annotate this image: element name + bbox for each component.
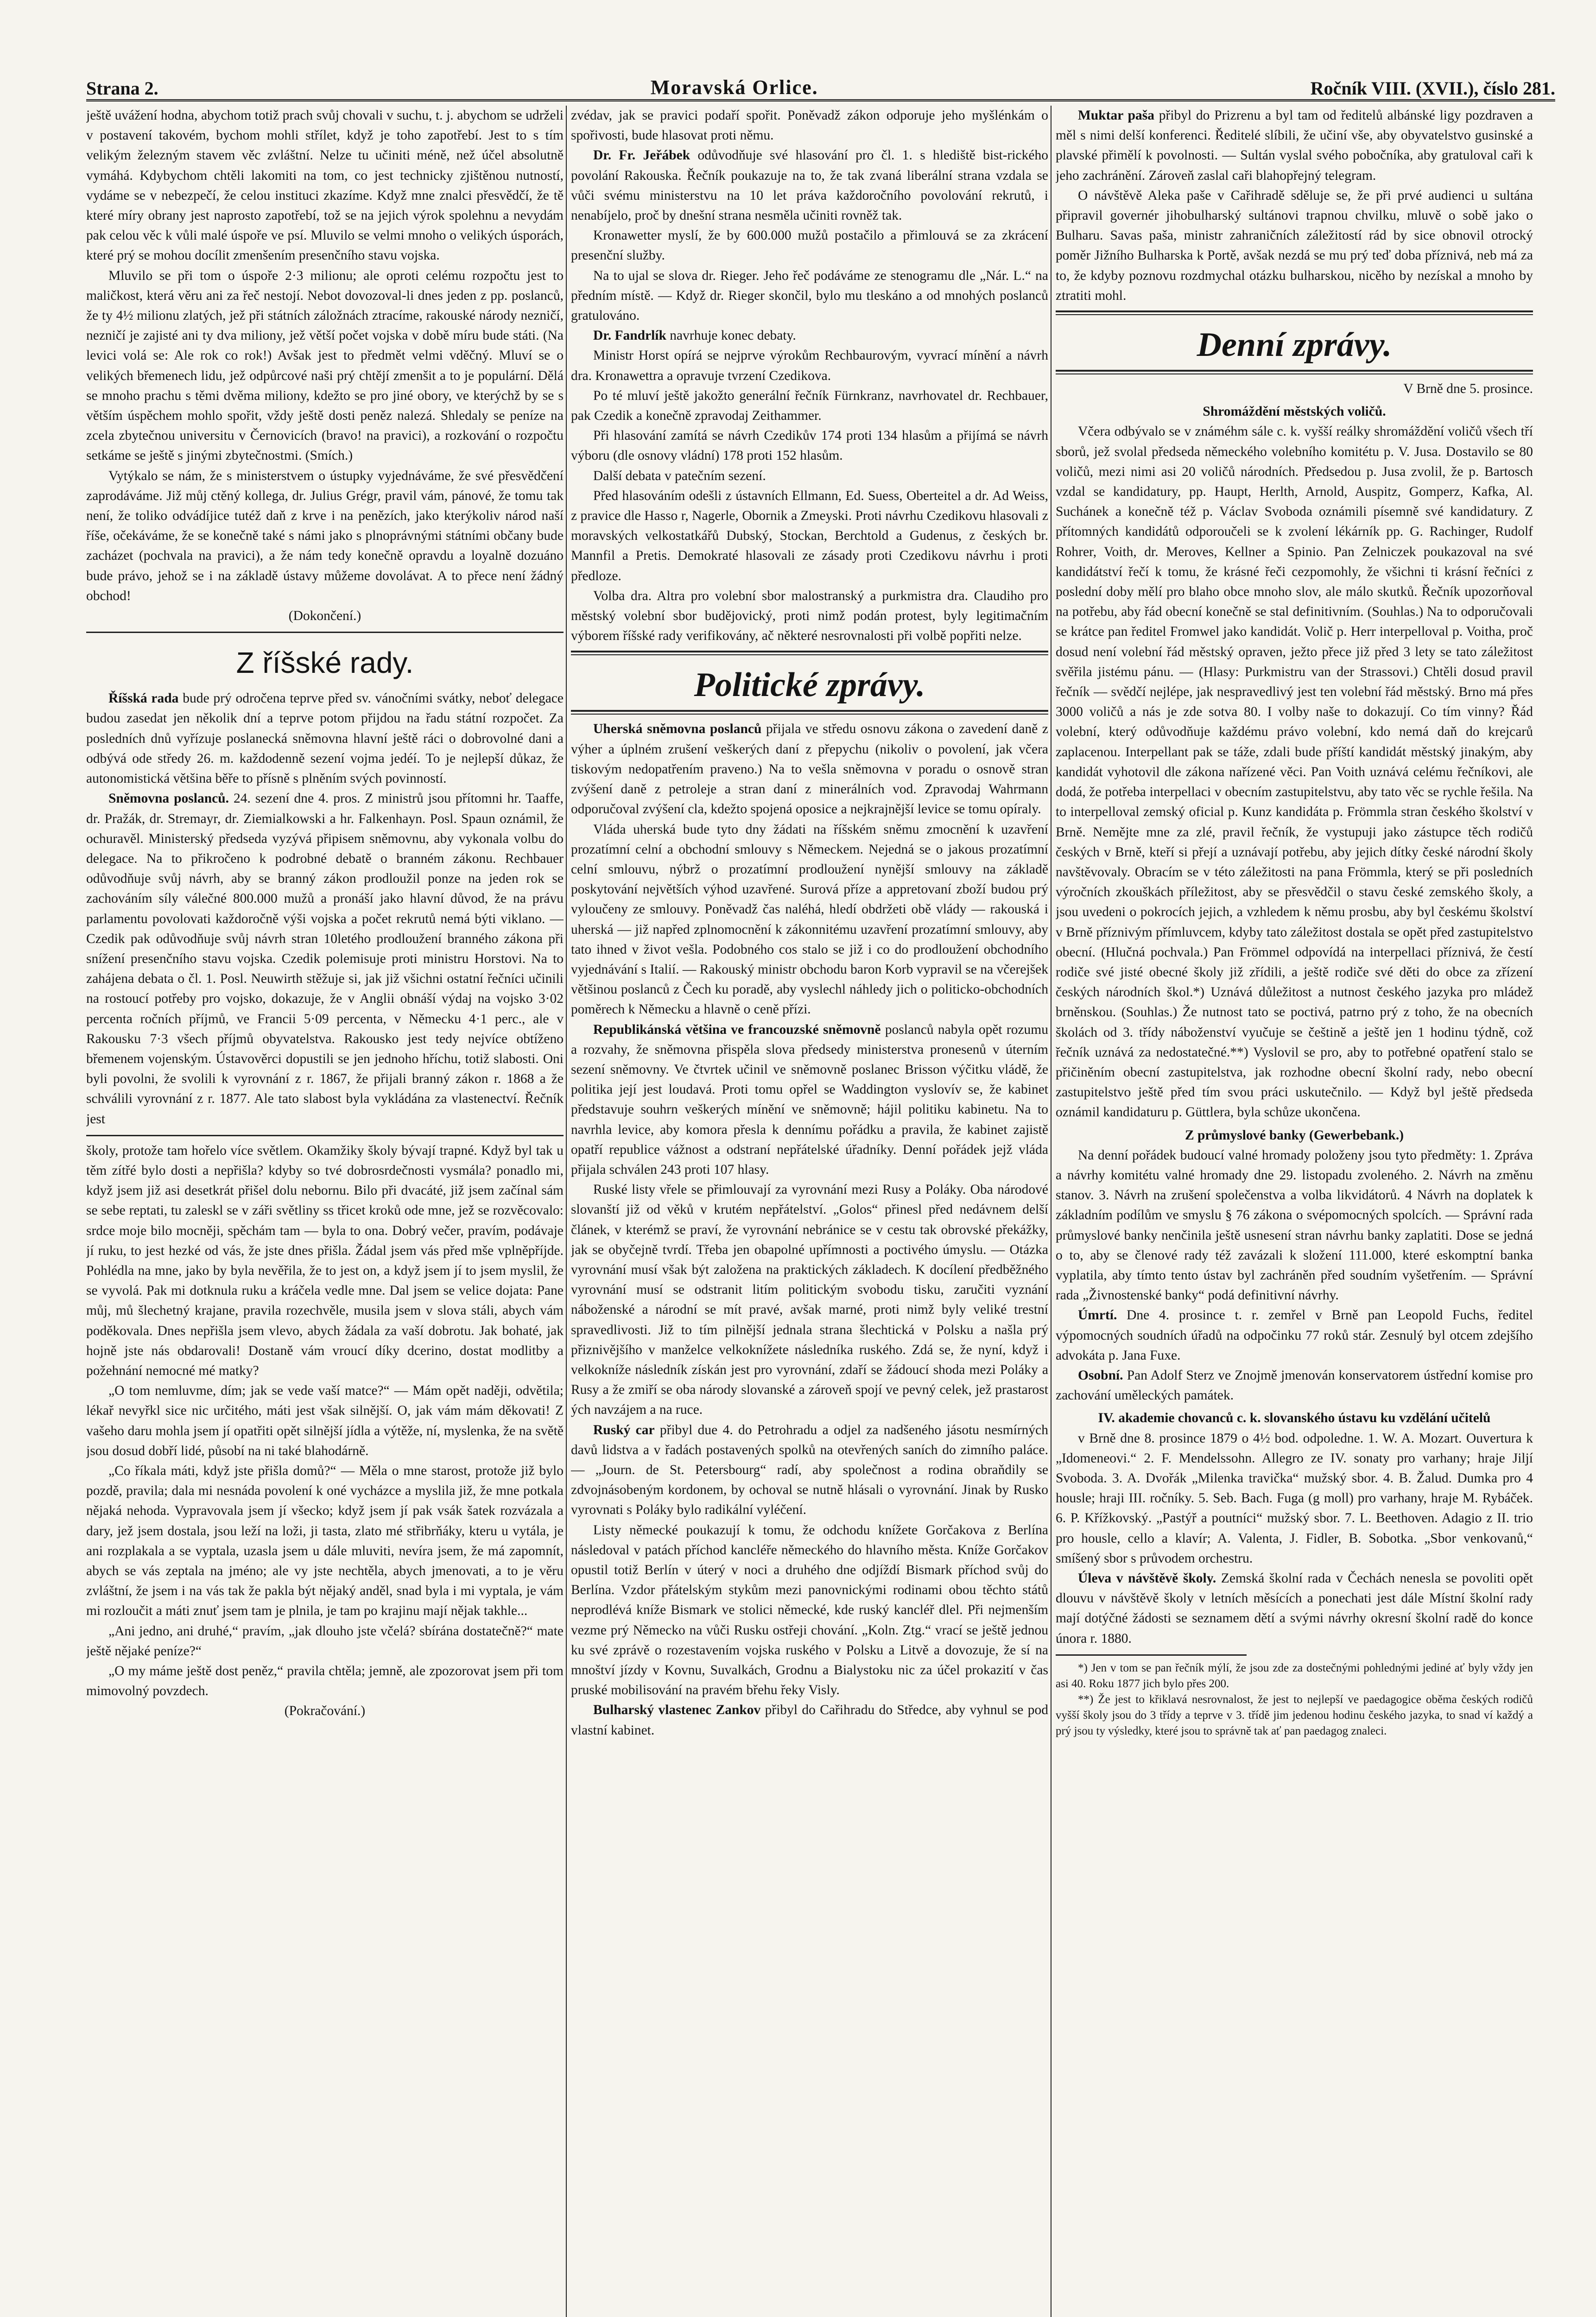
- item-text: navrhuje konec debaty.: [670, 328, 796, 343]
- item-lead: Sněmovna poslanců.: [108, 791, 229, 806]
- item-lead: Říšská rada: [108, 691, 179, 706]
- item-lead: Osobní.: [1078, 1367, 1123, 1383]
- subheading: Shromáždění městských voličů.: [1203, 404, 1386, 419]
- news-item: [571, 1020, 1048, 1180]
- continued-note: (Pokračování.): [284, 1703, 366, 1719]
- paragraph: zvédav, jak se pravici podaří spořit. Poněvadž zákon odporuje jeho myšlénkám o spořivosti, bude hlasovat proti němu.: [571, 108, 1048, 143]
- subheading: Z průmyslové banky (Gewerbebank.): [1184, 1127, 1404, 1143]
- column-3: [1056, 106, 1533, 2317]
- divider: [1056, 370, 1533, 374]
- paragraph: Vláda uherská bude tyto dny žádati na říšském sněmu zmocnění k uzavření prozatímní celní a obchodní smlouvy s Německem. Nejedná se o jakous prozatímní celní smlouvu, nýbrž o prozatímní prodloužení nynější smlouvy na základě poskytování největších výhod uzavřené. Surová příze a appretovaní zboží budou prý vyloučeny ze smlouvy. Poněvadž čas naléhá, hledí obdržeti obě vlády — rakouská i uherská — již napřed zplnomocnění k zákonnitému uzavření prozatímní smlouvy, aby tato ihned v život vešla. Podobného cos stalo se již i co do prodloužení obchodního vyjednávání s Italií. — Rakouský ministr obchodu baron Korb vypravil se na včerejšek většinou poslanců z Čech ku poradě, aby vyslechl náhledy jich o politicko-obchodních poměrech k Německu a hlavně o ceně přízi.: [571, 822, 1048, 1017]
- paragraph: Listy německé poukazují k tomu, že odchodu knížete Gorčakova z Berlína následoval v patách příchod kancléře německého do hlavního města. Kníže Gorčakov opustil totiž Berlín v úterý v noci a druhého dne odjíždí Bismark příchod svůj do Berlína. Vzdor přátelským stykům mezi panovnickými rodinami obou těchto států neprodlévá kníže Bismark ve stolici německé, kde ruský kancléř dlel. Při nejmenším vezme prý Německo na vůči Rusku ostřeji chování. „Koln. Ztg.“ vrací se ještě jednou ku své zprávě o rozestavením vojska ruského v Polsku a Litvě a dovozuje, že sí na mnoštví jízdy v Kovnu, Suvalkách, Grodnu a Bialystoku nic za účel prokazití v čas pruské mobilisování na pravém břehu řeky Visly.: [571, 1522, 1048, 1698]
- section-heading: Politické zprávy.: [694, 666, 925, 704]
- column-rule: [566, 106, 567, 2317]
- item-text: odůvodňuje své hlasování pro čl. 1. s hlediště bist-rického povolání Rakouska. Řečník poukazuje na to, že tak zvaná liberální strana vzdala se vůči svému ministerstvu na 10 let práva každoročního povolování rekrutů, i nenabíjelo, proč by dnešní strana nesměla učiniti rovněž tak.: [571, 148, 1048, 223]
- footnote: **) Že jest to křiklavá nesrovnalost, že jest to nejlepší ve paedagogice oběma českých rodičů vyšší školy jsou do 3 třídy a teprve v 3. třídě jim jedenou hodinu českého jazyka, to snad ví každý a prý jsou ty výsledky, které jsou to správně tak ať pan paedagog znaleci.: [1056, 1693, 1533, 1737]
- paragraph: Mluvilo se při tom o úspoře 2·3 milionu; ale oproti celému rozpočtu jest to maličkost, která věru ani za řeč nestojí. Nebot dovozoval-li dnes jeden z pp. poslanců, že ty 4½ milionu zlatých, jež při státních záložnách ztracíme, rakouské národy nezničí, nezničí je zajisté ani ty dva miliony, jež větší počet vojska v době míru bude státi. (Na levici volá se: Ale rok co rok!) Avšak jest to předmět velmi vděčný. Mluví se o velikých břemenech lidu, jež odpůrcové naši prý chtějí zmenšit a to je populární. Dělá se mnoho prachu s těmi dvěma miliony, kdežto se pro jiné obory, ve kterýchž by se s větším úspěchem mohlo spořit, vždy ještě dosti peněz nalezá. Shledaly se peníze na zcela zbytečnou universitu v Černovicích (bravo! na pravici), a rozkování o rozpočtu setkáme se ještě s jinými zbytečnostmi. (Smích.): [86, 268, 564, 463]
- continued-note: (Dokončení.): [288, 608, 361, 624]
- news-item: [571, 326, 1048, 346]
- paragraph: Kronawetter myslí, že by 600.000 mužů postačilo a přimlouvá se za zkrácení presenční služby.: [571, 228, 1048, 263]
- divider: [571, 710, 1048, 715]
- feuilleton-paragraph: „Ani jedno, ani druhé,“ pravím, „jak dlouho jste včelá? sbírána dostatečně?“ mate ještě nějaké peníze?“: [86, 1623, 564, 1659]
- paragraph: Na to ujal se slova dr. Rieger. Jeho řeč podáváme ze stenogramu dle „Nár. L.“ na předním místě. — Když dr. Rieger skončil, bylo mu tleskáno a od mnohých poslanců gratulováno.: [571, 268, 1048, 323]
- item-text: poslanců nabyla opět rozumu a rozvahy, že sněmovna přispěla slova předsedy ministerstva pronesenů v úterním sezení sněmovny. Ve čtvrtek učinil ve sněmovně poslanec Brisson výčitku vládě, že politika její jest loudavá. Proti tomu opřel se Waddington vyslovív se, že kabinet představuje souhrn veškerých mínění ve sněmovně; hájil politiku kabinetu. Na to navrhla levice, aby komora přesla k dennímu pořádku a pravila, že kabinet zajistě opatří republice vážnost a odstraní nepřátelské úřadníky. Denní pořádek jejž vláda přijala schválen 243 proti 107 hlasy.: [571, 1022, 1048, 1177]
- feuilleton-paragraph: „O tom nemluvme, dím; jak se vede vaší matce?“ — Mám opět naději, odvětila; lékař nevyřkl sice nic určitého, máti jest však silnější. O, jak vám mám děkovati! Z vašeho daru mohla jsem jí opatřiti opět silnější jídla a výtěže, ní, myslenka, že na světě jsou dosud dobří lidé, působí na ni také blahodárně.: [86, 1383, 564, 1458]
- footnote: *) Jen v tom se pan řečník mýlí, že jsou zde za dostečnými pohlednými jediné ať byly vždy jen asi 40. Roku 1877 jich bylo přes 200.: [1056, 1661, 1533, 1690]
- item-text: Dne 4. prosince t. r. zemřel v Brně pan Leopold Fuchs, ředitel výpomocných soudních úřadů na odpočinku 77 roků stár. Zesnulý byl otcem zdejšího advokáta p. Jana Fuxe.: [1056, 1308, 1533, 1363]
- item-text: Zemská školní rada v Čechách nenesla se povoliti opět dlouvu v návštěvě školy v letních měsících a ponechati jest dále Místní školní rady mají dotýčné žádosti se seznamem dětí a svými návrhy okresní školní radě do konce února r. 1880.: [1056, 1571, 1533, 1646]
- item-lead: Úleva v návštěvě školy.: [1078, 1571, 1216, 1586]
- divider: [86, 632, 564, 633]
- column-2: [571, 106, 1048, 2317]
- dateline: V Brně dne 5. prosince.: [1403, 381, 1533, 397]
- masthead-title: Moravská Orlice.: [650, 76, 818, 99]
- paragraph: ještě uvážení hodna, abychom totiž prach svůj chovali v suchu, t. j. abychom se udrželi v postavení takovém, bychom mohli střílet, když je toho zapotřebí. Jest to s tím velikým železným stavem věc zvláštní. Nelze tu učiniti méně, než účel absolutně vymáhá. Kdybychom chtěli lakomiti na tom, co jest technicky zjištěnou nutností, vydáme se v nebezpečí, že celou instituci zkazíme. Když mne znalci přesvědčí, že tě které míry obrany jest naprosto zapotřebí, tož se na jejich výrok spolehnu a nevydám pak celou věc k vůli malé úspoře ve psí. Mluvilo se velmi mnoho o velikých úsporách, které prý se mohou docílit zmenšením presenčního stavu vojska.: [86, 108, 564, 263]
- news-item: [1056, 1569, 1533, 1649]
- item-text: přibyl do Prizrenu a byl tam od ředitelů albánské ligy pozdraven a měl s nimi delší konferenci. Ředitelé slíbili, že učiní vše, aby obyvatelstvo gusinské a plavské přimělí k povolnosti. — Sultán vyslal svého pobočníka, aby gratuloval caři k jeho zachránění. Zároveň zaslal caři blahopřejný telegram.: [1056, 108, 1533, 183]
- paragraph: v Brně dne 8. prosince 1879 o 4½ bod. odpoledne. 1. W. A. Mozart. Ouvertura k „Idomeneovi.“ 2. F. Mendelssohn. Allegro ze IV. sonaty pro varhany; hraje Jiljí Svoboda. 3. A. Dvořák „Milenka travička“ mužský sbor. 4. B. Žalud. Dumka pro 4 housle; hraji III. ročníky. 5. Seb. Bach. Fuga (g moll) pro varhany, hraje M. Rybáček. 6. P. Křížkovský. „Pastýř a poutníci“ mužský sbor. 7. L. Beethoven. Adagio z II. trio pro housle, cello a klavír; A. Valenta, J. Fidler, B. Sobotka. „Sbor venkovanů,“ smíšený sbor s průvodem orchestru.: [1056, 1431, 1533, 1566]
- paragraph: Ministr Horst opírá se nejprve výrokům Rechbaurovým, vyvrací mínění a návrh dra. Kronawettra a opravuje tvrzení Czedikova.: [571, 348, 1048, 383]
- paragraph: Na denní pořádek budoucí valné hromady položeny jsou tyto předměty: 1. Zpráva a návrhy komitétu valné hromady dne 29. listopadu zvoleného. 2. Návrh na změnu stanov. 3. Návrh na zrušení společenstva a volba likvidátorů. 4 Návrh na doplatek k základním podílům ve smyslu § 76 zákona o svépomocných spolcích. — Správní rada průmyslové banky nenčinila ještě usnesení stran návrhu banky zaplatiti. Dose se jedná o to, aby se členové rady též zavázali k složení 111.000, které eskomptní banka vyplatila, aby tímto tento ústav byl zachráněn před soudním vyšetřením. — Správní rada „Živnostenské banky“ podá definitivní návrhy.: [1056, 1147, 1533, 1303]
- section-heading: Z říšské rady.: [236, 646, 414, 680]
- news-item: [86, 789, 564, 1129]
- paragraph: O návštěvě Aleka paše v Cařihradě sděluje se, že při prvé audienci u sultána připravil governér jihobulharský sultánovi trapnou chvilku, mluvě o sobě jako o Bulharu. Savas paša, ministr zahraničních záležitostí rád by sice obnovil otrocký poměr Jižního Bulharska k Portě, avšak nezdá se mu prý teď doba příznivá, neb má za to, že kdyby poznovu rozdmychal otázku bulharskou, nicěho by nezískal a mnoho by ztratiti mohl.: [1056, 188, 1533, 303]
- feuilleton-paragraph: „Co říkala máti, když jste přišla domů?“ — Měla o mne starost, protože již bylo pozdě, pravila; dala mi nesnáda povolení k oné vycházce a myslila již, že mne potkala nějaká nehoda. Vypravovala jsem jí všecko; když jsem jí pak vsák šatek rozvázala a dary, jež jsem dostala, jsou leží na loži, ji tasta, zlato mé střibrňáky, kteru u vytála, je ani rozplakala a se vyptala, uzasla jsem u dále mluviti, nevíra jsem, že má zapomnít, abych se vás zeptala na jméno; ale vy jste nechtěla, abych jmenovati, a to je věru zvláštní, že jsem i na vás tak že pakla být nějaký anděl, snad byla i mi vyptala, je vám mi rozloučit a máti znuť jsem tam je plnila, je tam po krajinu mají nějak takhle...: [86, 1463, 564, 1619]
- paragraph: Před hlasováním odešli z ústavních Ellmann, Ed. Suess, Oberteitel a dr. Ad Weiss, z pravice dle Hasso r, Nagerle, Obornik a Zmeyski. Proti návrhu Czedikovu hlasovali z moravských velkostatkářů Dubský, Stockan, Berchtold a Gudenus, z českých br. Mannfil a Pretis. Demokraté hlasovali ze zásady proti Czedikovu návrhu i proti předloze.: [571, 488, 1048, 583]
- column-1: [86, 106, 564, 2317]
- divider: [1056, 1654, 1247, 1656]
- divider: [1056, 310, 1533, 315]
- feuilleton-paragraph: školy, protože tam hořelo více světlem. Okamžiky školy bývají trapné. Když byl tak u těm zítřé bylo dosti a nepřišla? kdyby so tvé dobrosrdečnosti vysmála? ponadlo mi, když jsem již asi desetkrát přišel dolu nebornu. Bilo při dvacáté, již jsem začínal sám se sebe reptati, tu zaleskl se v záři světliny ss třicet kroků ode mne, jež se rozvěcovalo: srdce moje bilo mocněji, spěchám tam — byla to ona. Dobrý večer, pravím, podávaje jí ruku, to jest hezké od vás, že jste dnes přišla. Žádal jsem vás před mše vplněpříjde. Pohlédla na mne, jako by byla nevěřila, že to jest on, a když jsem jí to jsem myslil, že se vyvolá. Pak mi dotknula ruku a kráčela vedle mne. Dal jsem se velice dojata: Pane můj, mů šlechetný krajane, pravila rozechvěle, musila jsem v slova stáli, abych vám poděkovala. Dnes nepřišla jsem vlevo, abych žádala za vaší dobrotu. Jak bohaté, jak hojně jste nás obdarovali! Dostaně vám vroucí díky dcerino, dostat modlitby a požehnání nemocné mé matky?: [86, 1143, 564, 1378]
- news-item: [571, 1420, 1048, 1520]
- news-item: [86, 689, 564, 789]
- subheading: IV. akademie chovanců c. k. slovanského ústavu ku vzdělání učitelů: [1098, 1411, 1491, 1426]
- item-lead: Uherská sněmovna poslanců: [593, 722, 762, 737]
- paragraph: Vytýkalo se nám, že s ministerstvem o ústupky vyjednáváme, že své přesvědčení zaprodáváme. Již můj ctěný kollega, dr. Julius Grégr, pravil vám, pánové, že tomu tak není, že toliko odvádíjice tutéž daň z krve i na penězích, jako kterýkoliv národ naší říše, očekáváme, že se konečně také s námi jako s plnoprávnými státními občany bude zacházet (pochvala na pravici), a že nám tedy konečně opravdu a loyalně dozuáno bude právo, jehož se i na základě ústavy můžeme dovolávat. A to přece není žádný obchod!: [86, 468, 564, 603]
- divider: [571, 651, 1048, 655]
- page-number: Strana 2.: [86, 78, 158, 99]
- news-item: [1056, 1366, 1533, 1405]
- item-text: přijala ve středu osnovu zákona o zavedení daně z výher a úplném zrušení veškerých daní z přepychu (nikoliv o povolení, jak včera tiskovým nedopatřením praveno.) Na to vešla sněmovna v poradu o osnově stran zvýšení daně z petroleje a stran daní z minerálních vod. Zpravodaj Wahrmann odporučoval zvýšení cla, kdežto spojená oposice a nejkrajnější levice se tomu opíraly.: [571, 722, 1048, 817]
- paragraph: Ruské listy vřele se přimlouvají za vyrovnání mezi Rusy a Poláky. Oba národové slovanští již od věků v krutém nepřátelství. „Golos“ přinesl před nedávnem delší článek, v kterémž se praví, že vyrovnání nebránice se v cestu tak obrovské překážky, jak se obyčejně tvrdí. Třeba jen obapolné upřímnosti a poctivého úmyslu. — Otázka vyrovnání musí však být založena na praktických základech. K docílení předběžného vyrovnání musí se odstranit litím politickým svobodu tisku, zaručiti vyznání náboženské a národní se mít pravé, avšak marné, proti nimž byly veliké trestní spravedlivosti. Již to tím pilnější jednala strana šlechtická v Polsku a našla prý přiznivějšího v manželce velkoknížete následníka ruského. Zdá se, že nyní, když i velkokníže následník získán jest pro vyrovnání, zdaří se žádoucí shoda mezi Poláky a Rusy a že zmiří se oba národy slovanské a zároveň spojí ve pevný celek, jež prastarost ých navzájem a na ruce.: [571, 1182, 1048, 1418]
- news-item: [1056, 1305, 1533, 1366]
- item-text: přibyl due 4. do Petrohradu a odjel za nadšeného jásotu nesmírných davů lidstva a v řadách postavených spolků na otevřených saních do zimního paláce. — „Journ. de St. Petersbourg“ radí, aby společnost a rodina obraňdily se zdvojnásobeným kordonem, by ochoval se nutně hlásali o vyrovnání. Jinak by Rusko vyrovnati s Poláky bylo radikální vyléčení.: [571, 1422, 1048, 1518]
- item-text: bude prý odročena teprve před sv. vánočními svátky, neboť delegace budou zasedat jen několik dní a teprve potom přijdou na řadu státní rozpočet. Za posledních dnů vyřízuje poslanecká sněmovna hlavní ještě ráci o dobrovolné dani a odbývá ode středy 26. m. každodenně sezení vojma jedéí. To je nejlepší důkaz, že autonomistická většina běře to přísně s plněním svých povinností.: [86, 691, 564, 786]
- paragraph: Včera odbývalo se v známéhm sále c. k. vyšší reálky shromáždění voličů všech tří sborů, jež svolal předseda německého volebního komitétu p. V. Jusa. Dostavilo se 80 voličů, mezi nimi asi 20 voličů národních. Předsedou p. Jusa zvolil, že p. Bartosch vzdal se kandidatury, pp. Haupt, Herlth, Arnold, Auspitz, Gomperz, Kafka, Al. Suchánek a konečně též p. Václav Svoboda oznámili písemně své kandidatury. Z přítomných kandidátů odporoučeli se k zvolení lékárník pp. G. Rachinger, Rudolf Rohrer, Voith, dr. Meroves, Kellner a Spinio. Pan Zelniczek poukazoval na své kandidátství řečí k tomu, že krásné řeči cezpomohly, že všichni ti krásní řečníci z poslední doby mělí pro blaho obce mnoho slov, ale málo skutků. Řečník upozorňoval na potřebu, aby řád obecní konečně se stal definitivním. (Souhlas.) Na to odporučovali se krátce pan ředitel Fromwel jako kandidát. Volič p. Herr interpelloval p. Voitha, proč dosud není volební řád městský opraven, ježto přece již před 3 lety se tato záležitost svěřila jistému pánu. — (Hlasy: Purkmistru van der Strassovi.) Chtěli dosud pravil řečník — svědčí nejlépe, jak nespravedlivý jest ten volební řád městský. Brno má přes 3000 voličů a nás je zde sotva 80. I volby naše to dokazují. Co tím vinny? Řád volební, který odůvodňuje každému právo volební, kdo nemá daň do krejcarů zaplacenou. Interpellant pak se táže, zdali bude příští kandidát městský jinakým, aby kandidát vyhotovil dle zákona nařízené věci. Pan Voith uznává celému řečníkovi, ale dodá, že potřeba interpellaci v obecním zastupitelstvu, aby tato věc se rychle řešila. Na to interpelloval zemský oficial p. Kunz kandidáta p. Frömmla stran českého školství v Brně. Nemějte mne za zlé, pravil řečník, že vystupuji jako zástupce těch rodičů českých v Brně, kteří si přejí a uznávají potřebu, aby jejich dítky české národní školy navštěvovaly. Obracím se v této záležitosti na pana Frömmla, který se při posledních výročních zkouškách příležitost, aby se přesvědčil o stavu české zemského školy, a jsou uvedeni o pokrocích jejich, a vzhledem k němu prosbu, aby byl českému školství v Brně příznivým přímluvcem, kdyby tato záležitost dostala se opět před zastupitelstvo obecní. (Hlučná pochvala.) Pan Frömmel odpovídá na interpellaci příznivá, že čestí rodiče své jisté obecné školy již zřídili, a ještě rodiče své děti do obce za zřízení českých národních škol.*) Uznává důležitost a nutnost českého jazyka pro mládež brněnskou. (Souhlas.) Že nutnost tato se poctivá, patrno prý z toho, že na obecních školách od 3. třídy náboženství vyučuje se češtině a ještě jen 1 hodinu týdně, což řečník uznává za nedostatečné.**) Vyslovil se pro, aby to potřebné opatření stalo se přičiněním obecní zastupitelstva, jak rozhodne obecní školní rady, nebo obecní zastupitelstvo ještě před tím svou práci uskutečnilo. — Když byl ještě předseda oznámil kandidaturu p. Güttlera, byla schůze ukončena.: [1056, 424, 1533, 1120]
- page-header: [86, 70, 1555, 101]
- paragraph: Volba dra. Altra pro volební sbor malostranský a purkmistra dra. Claudiho pro městský volební sbor budějovický, proti nimž podán protest, byly legitimačním výborem říšské rady verifikovány, ač některé nesrovnalosti při volbě popřiti nelze.: [571, 588, 1048, 644]
- paragraph: Při hlasování zamítá se návrh Czedikův 174 proti 134 hlasům a přijímá se návrh výboru (dle osnovy vládní) 178 proti 152 hlasům.: [571, 428, 1048, 463]
- news-item: [571, 1700, 1048, 1740]
- paragraph: Další debata v patečním sezení.: [593, 468, 766, 483]
- news-item: [571, 719, 1048, 819]
- divider: [86, 1135, 564, 1136]
- item-text: přibyl do Cařihradu do Středce, aby vyhnul se pod vlastní kabinet.: [571, 1703, 1048, 1738]
- item-lead: Bulharský vlastenec Zankov: [593, 1703, 761, 1718]
- feuilleton-paragraph: „O my máme ještě dost peněz,“ pravila chtěla; jemně, ale zpozorovat jsem při tom mimovolný povzdech.: [86, 1664, 564, 1699]
- item-lead: Dr. Fr. Jeřábek: [593, 148, 690, 163]
- item-lead: Ruský car: [593, 1422, 655, 1437]
- item-text: 24. sezení dne 4. pros. Z ministrů jsou přítomni hr. Taaffe, dr. Pražák, dr. Stremayr, dr. Ziemialkowski a hr. Falkenhayn. Posl. Spaun oznámil, že ochuravěl. Ministerský předseda vyzývá připisem sněmovnu, aby vykonala volbu do delegace. Na to přikročeno k podrobné debatě o branném zákonu. Rechbauer odůvodňuje svůj návrh, aby se branný zákon prodloužil ponze na jeden rok se zachováním síly válečné 800.000 mužů a pronáší jako hlavní důvod, že na právu parlamentu povolovati každoročně výši vojska a počet rekrutů nemá býti viklano. — Czedik pak odůvodňuje svůj návrh stran 10letého prodloužení branného zákona při snížení presenčního stavu vojska. Czedik polemisuje proti ministru Horstovi. Na to zahájena debata o čl. 1. Posl. Neuwirth stěžuje si, jak již všichni ostatní řečníci učinili na rostoucí potřeby pro vojsko, dokazuje, že v Anglii obnáší výdaj na vojsko 3·02 percenta ročních příjmů, ve Francii 5·09 percenta, v Německu 4·1 perc., ale v Rakousku 7·3 všech příjmů obyvatelstva. Rakousko jest tedy nejvíce obtíženo břemenem vojenským. Ústavověrci dopustili se jen jednoho hříchu, totiž slabosti. Oni byli povolni, že svolili k vyrovnání z r. 1867, že přijali branný zákon r. 1868 a že schválili vyrovnání z r. 1877. Ale tato slabost byla vykládána za vlastenectví. Řečník jest: [86, 791, 564, 1127]
- news-item: [1056, 106, 1533, 186]
- item-lead: Úmrtí.: [1078, 1308, 1117, 1323]
- issue-info: Ročník VIII. (XVII.), číslo 281.: [1310, 78, 1555, 99]
- section-heading: Denní zprávy.: [1197, 326, 1392, 364]
- item-lead: Muktar paša: [1078, 108, 1154, 123]
- news-item: [571, 146, 1048, 226]
- item-text: Pan Adolf Sterz ve Znojmě jmenován konservatorem ústřední komise pro zachování uměleckých památek.: [1056, 1367, 1533, 1403]
- item-lead: Republikánská většina ve francouzské sněmovně: [593, 1022, 881, 1037]
- paragraph: Po té mluví ještě jakožto generální řečník Fürnkranz, navrhovatel dr. Rechbauer, pak Czedik a konečně zpravodaj Zeithammer.: [571, 388, 1048, 424]
- item-lead: Dr. Fandrlík: [593, 328, 666, 343]
